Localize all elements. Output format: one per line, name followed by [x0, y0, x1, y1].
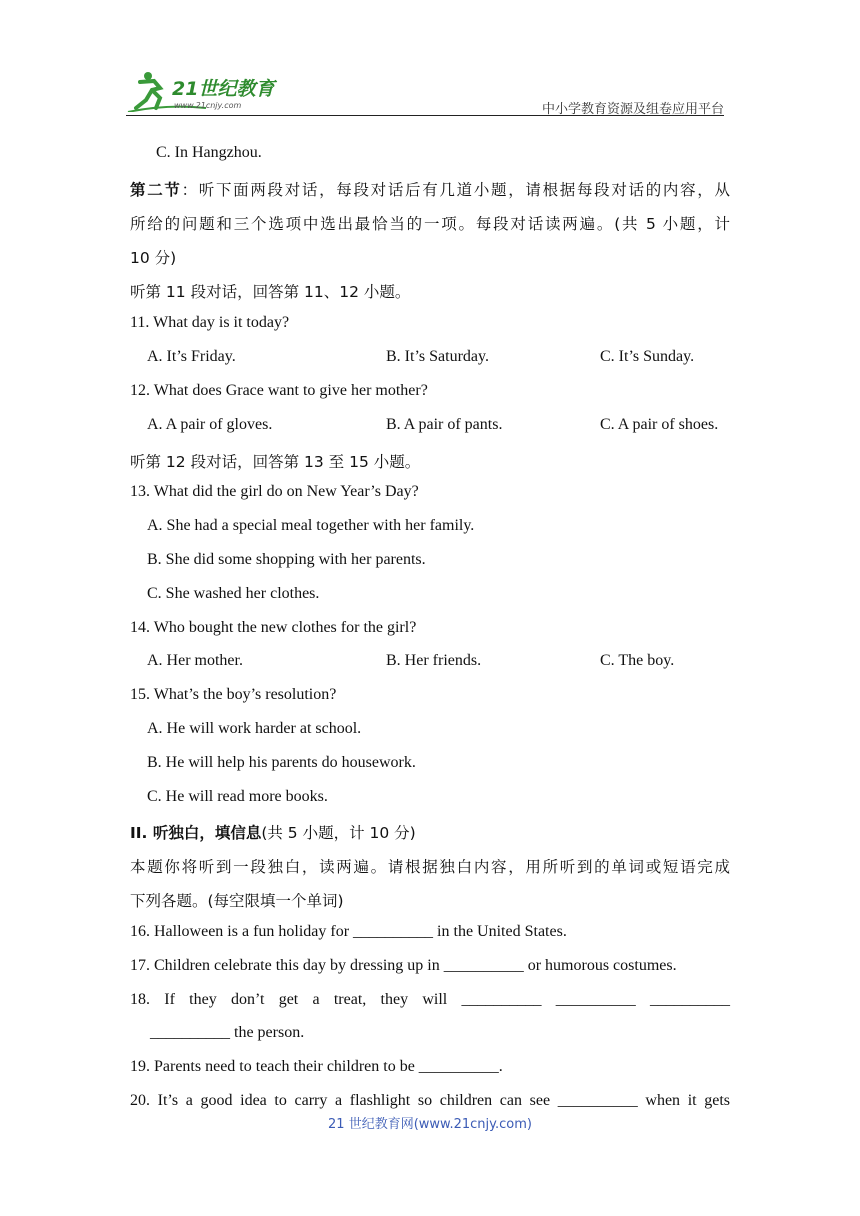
section-ii-instructions-line2: 下列各题。(每空限填一个单词): [130, 892, 344, 910]
q12-option-c: C. A pair of shoes.: [600, 416, 719, 433]
q14-option-c: C. The boy.: [600, 652, 675, 669]
section-ii-instructions-line1: 本题你将听到一段独白，读两遍。请根据独白内容，用所听到的单词或短语完成: [130, 858, 730, 876]
question-20: 20. It’s a good idea to carry a flashlight so children can see __________ when it gets: [130, 1092, 730, 1109]
svg-text:www.21cnjy.com: www.21cnjy.com: [174, 101, 242, 110]
q11-option-b: B. It’s Saturday.: [386, 348, 489, 365]
q15-option-c: C. He will read more books.: [147, 788, 328, 805]
q15-option-b: B. He will help his parents do housework.: [147, 754, 416, 771]
q11-option-a: A. It’s Friday.: [147, 348, 236, 365]
logo-icon: [126, 68, 296, 112]
question-19: 19. Parents need to teach their children to be __________.: [130, 1058, 503, 1075]
q11-option-c: C. It’s Sunday.: [600, 348, 695, 365]
svg-text:21世纪教育: 21世纪教育: [172, 78, 275, 100]
q13-option-a: A. She had a special meal together with her family.: [147, 517, 475, 534]
q13-option-b: B. She did some shopping with her parents.: [147, 551, 426, 568]
page-footer: 21 世纪教育网(www.21cnjy.com): [328, 1117, 532, 1132]
question-18-line1: 18. If they don’t get a treat, they will __________ __________ __________: [130, 991, 730, 1008]
option-c-hangzhou: C. In Hangzhou.: [156, 144, 262, 161]
dialogue-12-heading: 听第 12 段对话，回答第 13 至 15 小题。: [130, 453, 421, 471]
q12-option-b: B. A pair of pants.: [386, 416, 503, 433]
question-11: 11. What day is it today?: [130, 314, 290, 331]
question-13: 13. What did the girl do on New Year’s Day?: [130, 483, 419, 500]
header-divider: [126, 115, 724, 116]
page-header: [126, 66, 724, 116]
q13-option-c: C. She washed her clothes.: [147, 585, 320, 602]
question-18-line2: __________ the person.: [150, 1024, 305, 1041]
section-ii-title: II. 听独白，填信息: [130, 824, 262, 842]
section-2-title: 第二节: [130, 181, 182, 199]
section-ii-heading: [130, 821, 416, 843]
q12-option-a: A. A pair of gloves.: [147, 416, 273, 433]
question-17: 17. Children celebrate this day by dressing up in __________ or humorous costumes.: [130, 957, 677, 974]
question-15: 15. What’s the boy’s resolution?: [130, 686, 337, 703]
section-2-intro-line1: [130, 178, 730, 200]
header-platform-text: 中小学教育资源及组卷应用平台: [541, 102, 724, 117]
section-2-intro-line3: 10 分): [130, 249, 177, 267]
section-2-intro-line2: 所给的问题和三个选项中选出最恰当的一项。每段对话读两遍。(共 5 小题，计: [130, 215, 730, 233]
question-16: 16. Halloween is a fun holiday for __________ in the United States.: [130, 923, 567, 940]
section-2-intro-text: ：听下面两段对话，每段对话后有几道小题，请根据每段对话的内容，从: [181, 181, 730, 199]
question-12: 12. What does Grace want to give her mother?: [130, 382, 428, 399]
q14-option-a: A. Her mother.: [147, 652, 243, 669]
q15-option-a: A. He will work harder at school.: [147, 720, 362, 737]
dialogue-11-heading: 听第 11 段对话，回答第 11、12 小题。: [130, 283, 411, 301]
question-14: 14. Who bought the new clothes for the girl?: [130, 619, 417, 636]
section-ii-points: (共 5 小题，计 10 分): [261, 824, 416, 842]
q14-option-b: B. Her friends.: [386, 652, 482, 669]
